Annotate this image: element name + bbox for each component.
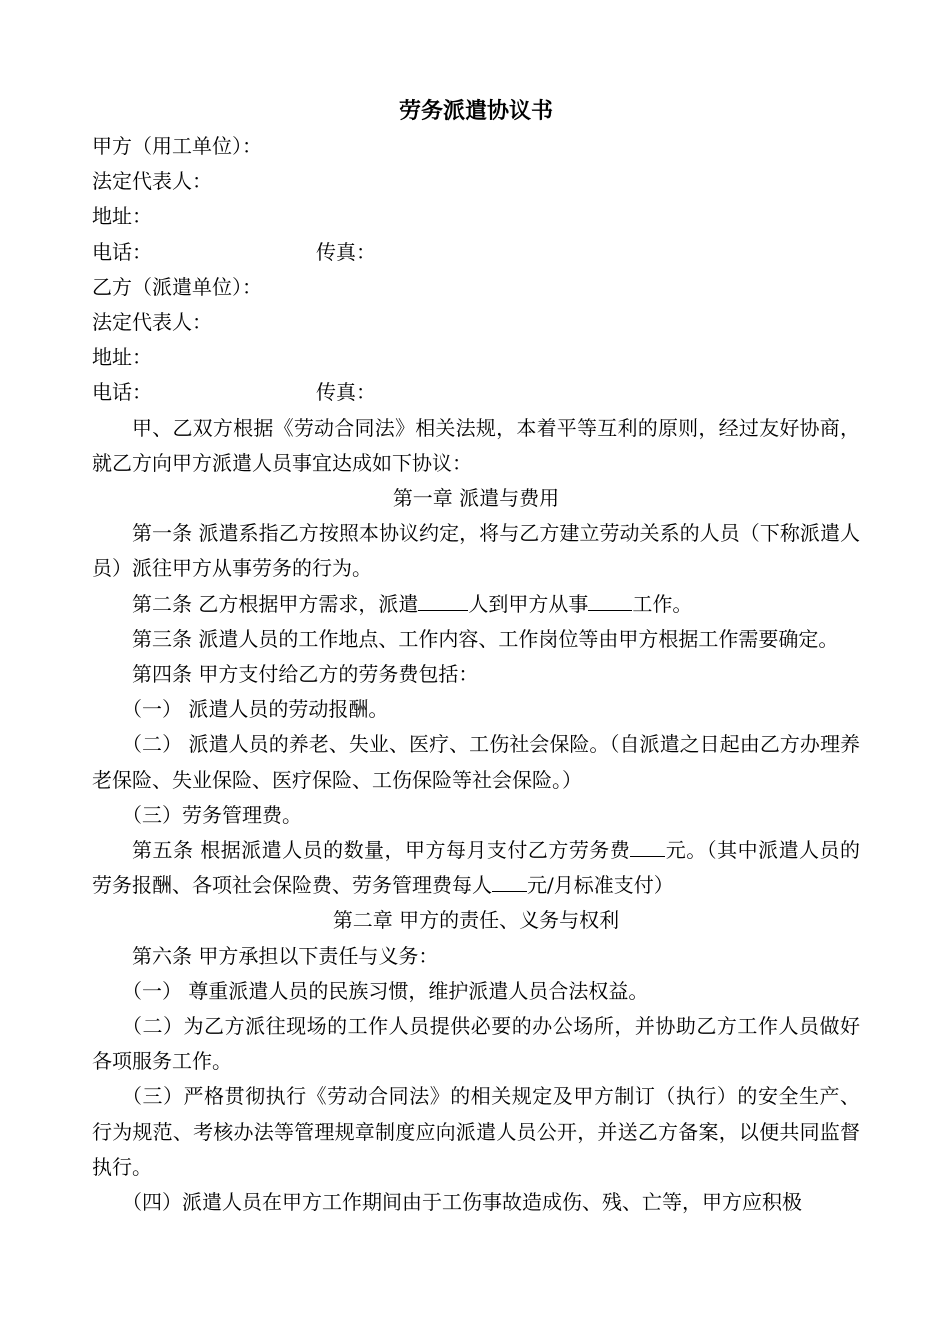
party-a-name: 甲方（用工单位）： [92,134,262,158]
article-6: 第六条 甲方承担以下责任与义务： [132,943,439,968]
monthly-fee-blank [630,835,665,857]
article-4-item-2: （二） 派遣人员的养老、失业、医疗、工伤社会保险。（自派遣之日起由乙方办理养老保险、失业保险、医疗保险、工伤保险等社会保险。） [92,732,860,792]
article-5-text-3: 元/月标准支付） [527,873,674,898]
party-b-name: 乙方（派遣单位）： [92,274,262,299]
party-a-address: 地址： [92,204,152,229]
article-4-item-3: （三）劳务管理费。 [122,802,302,827]
article-6-item-2: （二）为乙方派往现场的工作人员提供必要的办公场所，并协助乙方工作人员做好各项服务工作。 [92,1014,860,1074]
article-5-text-1: 第五条 根据派遣人员的数量，甲方每月支付乙方劳务费 [132,838,631,863]
headcount-blank [418,589,468,611]
intro-paragraph: 甲、乙双方根据《劳动合同法》相关法规，本着平等互利的原则，经过友好协商，就乙方向甲方派遣人员事宜达成如下协议： [92,415,860,475]
article-3: 第三条 派遣人员的工作地点、工作内容、工作岗位等由甲方根据工作需要确定。 [132,626,839,651]
party-a-contact [92,235,860,270]
document-title: 劳务派遣协议书 [398,98,553,124]
document-page [92,94,860,1220]
chapter-2-heading: 第二章 甲方的责任、义务与权利 [332,908,620,933]
article-5-text-2: 元。（其中派遣人员的劳务报酬、各项社会保险费、劳务管理费每人 [92,838,861,898]
party-b-fax: 传真： [316,380,376,405]
party-b-contact [92,375,860,410]
party-b-address: 地址： [92,345,152,370]
article-2-text-1: 第二条 乙方根据甲方需求，派遣 [132,591,419,616]
party-a-fax: 传真： [316,239,376,264]
article-2-text-2: 人到甲方从事 [468,591,589,616]
article-4-item-1: （一） 派遣人员的劳动报酬。 [122,697,389,722]
article-6-item-3: （三）严格贯彻执行《劳动合同法》的相关规定及甲方制订（执行）的安全生产、行为规范、考核办法等管理规章制度应向派遣人员公开，并送乙方备案，以便共同监督执行。 [92,1084,860,1179]
article-2-text-3: 工作。 [632,591,693,616]
party-a-phone: 电话： [92,239,152,264]
job-blank [588,589,632,611]
article-6-item-4: （四）派遣人员在甲方工作期间由于工伤事故造成伤、残、亡等，甲方应积极 [122,1190,802,1215]
party-a-representative: 法定代表人： [92,169,212,194]
party-b-representative: 法定代表人： [92,310,212,335]
per-person-fee-blank [492,870,527,892]
article-2 [92,587,860,622]
article-1: 第一条 派遣系指乙方按照本协议约定，将与乙方建立劳动关系的人员（下称派遣人员）派往甲方从事劳务的行为。 [92,521,860,581]
party-b-phone: 电话： [92,380,152,405]
chapter-1-heading: 第一章 派遣与费用 [392,486,560,511]
article-4: 第四条 甲方支付给乙方的劳务费包括： [132,662,479,687]
article-6-item-1: （一） 尊重派遣人员的民族习惯，维护派遣人员合法权益。 [122,978,649,1003]
article-5 [92,833,860,903]
